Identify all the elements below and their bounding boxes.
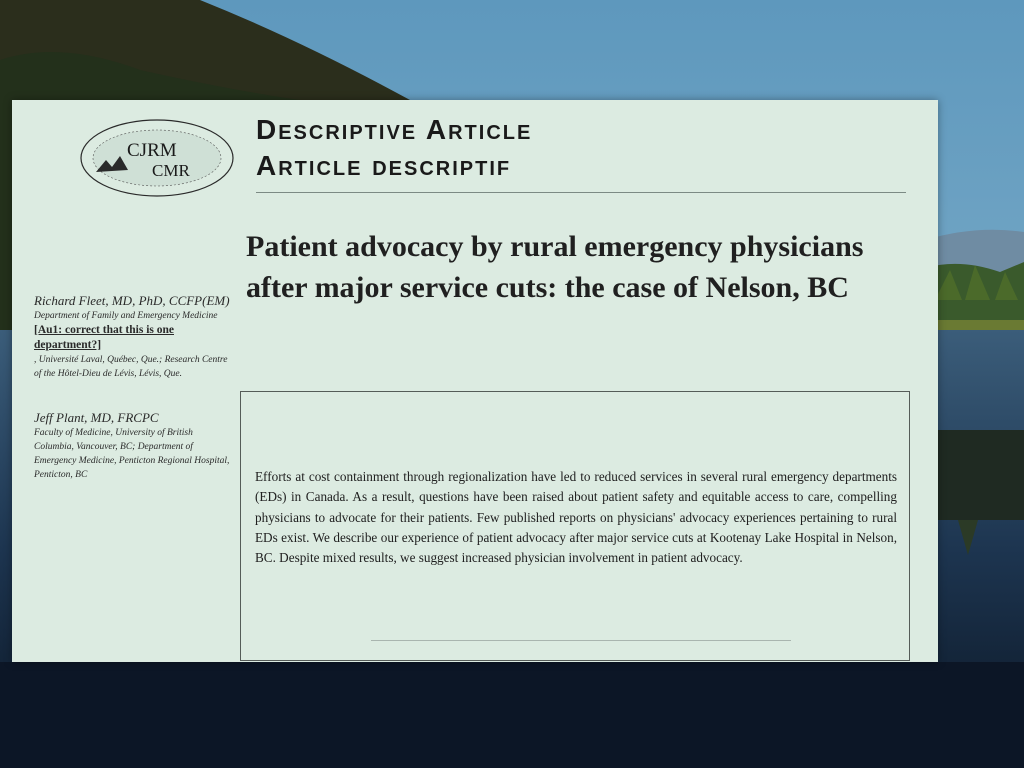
abstract-box [240, 391, 910, 661]
logo-text-top: CJRM [127, 140, 177, 161]
author-name: Richard Fleet, MD, PhD, CCFP(EM) [34, 293, 230, 308]
heading-english: Descriptive Article [256, 114, 533, 145]
author-sidebar [34, 292, 234, 482]
author-affiliation: Department of Family and Emergency Medicine [34, 311, 218, 321]
article-title: Patient advocacy by rural emergency physicians after major service cuts: the case of Nelson, BC [246, 230, 864, 304]
editor-query: [Au1: correct that this is one department?] [34, 324, 174, 351]
heading-french: Article descriptif [256, 150, 512, 181]
abstract-text: Efforts at cost containment through regionalization have led to reduced services in several rural emergency departments (EDs) in Canada. As a result, questions have been raised about patient safety and equitable access to care, compelling physicians to advocate for their patients. Few published reports on physicians' advocacy experiences pertaining to rural EDs exist. We describe our experience of patient advocacy after major service cuts at Kootenay Lake Hospital in Nelson, BC. Despite mixed results, we suggest increased physician involvement in patient advocacy. [255, 469, 897, 566]
author-affiliation: Faculty of Medicine, University of British Columbia, Vancouver, BC; Department of Emergency Medicine, Penticton Regional Hospital, Penticton, BC [34, 428, 230, 480]
article-page [12, 100, 938, 662]
abstract-divider [371, 640, 791, 641]
article-type-heading [256, 112, 532, 184]
logo-text-bottom: CMR [152, 161, 190, 180]
heading-divider [256, 192, 906, 193]
author-affiliation: , Université Laval, Québec, Que.; Research Centre of the Hôtel-Dieu de Lévis, Lévis, Que. [34, 355, 228, 379]
author-name: Jeff Plant, MD, FRCPC [34, 410, 159, 425]
journal-logo [72, 112, 242, 204]
